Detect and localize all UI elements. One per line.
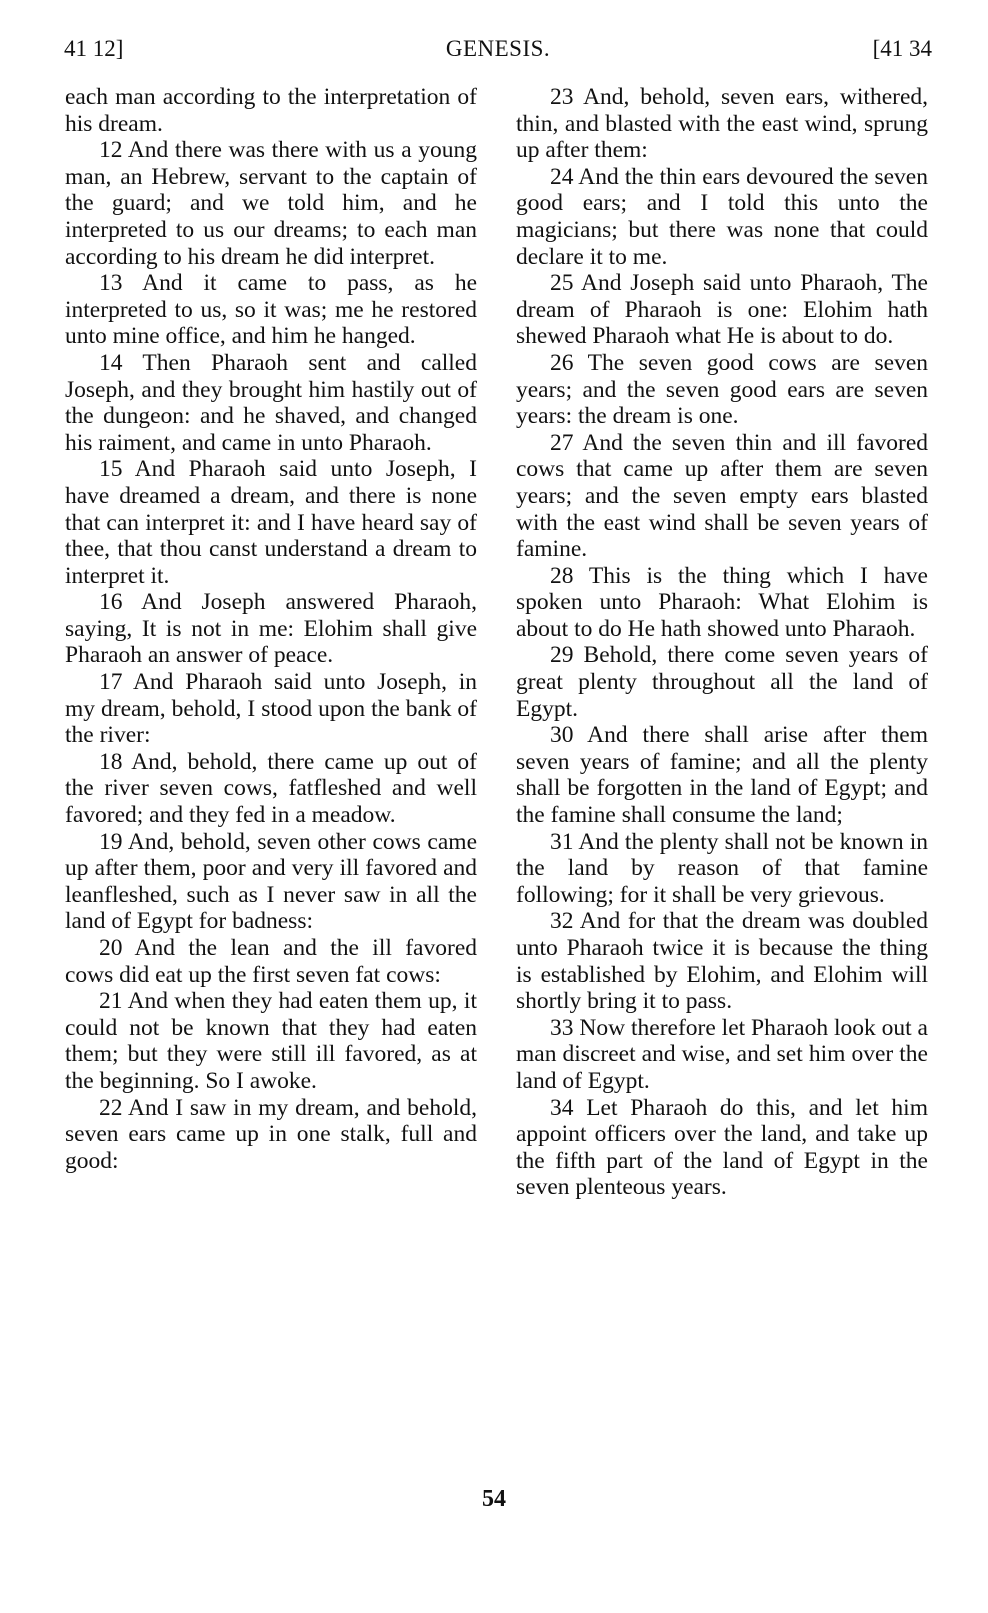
verse-15: 15 And Pharaoh said unto Joseph, I have dreamed a dream, and there is none that can interpret it: and I have heard say of thee, that thou canst understand a dream to interpret it. [65, 456, 477, 589]
left-text-column [65, 84, 477, 1174]
verse-16: 16 And Joseph answered Pharaoh, saying, It is not in me: Elohim shall give Pharaoh an answer of peace. [65, 589, 477, 669]
verse-28: 28 This is the thing which I have spoken unto Pharaoh: What Elohim is about to do He hath showed unto Pharaoh. [516, 562, 928, 642]
verse-20: 20 And the lean and the ill favored cows did eat up the first seven fat cows: [65, 935, 477, 988]
verse-13: 13 And it came to pass, as he interpreted to us, so it was; me he restored unto mine office, and him he hanged. [65, 270, 477, 350]
verse-33: 33 Now therefore let Pharaoh look out a man discreet and wise, and set him over the land of Egypt. [516, 1014, 928, 1094]
book-title: GENESIS. [445, 36, 551, 61]
verse-31: 31 And the plenty shall not be known in the land by reason of that famine following; for it shall be very grievous. [516, 828, 928, 908]
verse-11-continuation: each man according to the interpretation of his dream. [65, 84, 477, 137]
verse-32: 32 And for that the dream was doubled unto Pharaoh twice it is because the thing is established by Elohim, and Elohim will shortly bring it to pass. [516, 908, 928, 1015]
verse-34: 34 Let Pharaoh do this, and let him appoint officers over the land, and take up the fifth part of the land of Egypt in the seven plenteous years. [516, 1094, 928, 1201]
header-chapter-verse-start: 41 12] [64, 36, 124, 61]
verse-19: 19 And, behold, seven other cows came up after them, poor and very ill favored and leanfleshed, such as I never saw in all the land of Egypt for badness: [65, 828, 477, 935]
header-chapter-verse-end: [41 34 [872, 36, 932, 61]
verse-30: 30 And there shall arise after them seven years of famine; and all the plenty shall be forgotten in the land of Egypt; and the famine shall consume the land; [516, 722, 928, 829]
verse-23: 23 And, behold, seven ears, withered, thin, and blasted with the east wind, sprung up after them: [516, 84, 928, 164]
verse-26: 26 The seven good cows are seven years; and the seven good ears are seven years: the dream is one. [516, 349, 928, 430]
verse-18: 18 And, behold, there came up out of the river seven cows, fatfleshed and well favored; and they fed in a meadow. [65, 748, 477, 829]
verse-14: 14 Then Pharaoh sent and called Joseph, and they brought him hastily out of the dungeon: and he shaved, and changed his raiment, and came in unto Pharaoh. [65, 349, 477, 456]
running-header [64, 36, 932, 76]
verse-27: 27 And the seven thin and ill favored cows that came up after them are seven years; and the seven empty ears blasted with the east wind shall be seven years of famine. [516, 429, 928, 563]
right-text-column [516, 84, 928, 1201]
verse-12: 12 And there was there with us a young man, an Hebrew, servant to the captain of the guard; and we told him, and he interpreted to us our dreams; to each man according to his dream he did interpret. [65, 137, 477, 270]
verse-22: 22 And I saw in my dream, and behold, seven ears came up in one stalk, full and good: [65, 1094, 477, 1174]
verse-24: 24 And the thin ears devoured the seven good ears; and I told this unto the magicians; but there was none that could declare it to me. [516, 163, 928, 270]
verse-21: 21 And when they had eaten them up, it could not be known that they had eaten them; but they were still ill favored, as at the beginning. So I awoke. [65, 988, 477, 1094]
page-number: 54 [482, 1486, 506, 1512]
verse-29: 29 Behold, there come seven years of great plenty throughout all the land of Egypt. [516, 642, 928, 722]
verse-17: 17 And Pharaoh said unto Joseph, in my dream, behold, I stood upon the bank of the river: [65, 669, 477, 749]
verse-25: 25 And Joseph said unto Pharaoh, The dream of Pharaoh is one: Elohim hath shewed Pharaoh what He is about to do. [516, 270, 928, 350]
